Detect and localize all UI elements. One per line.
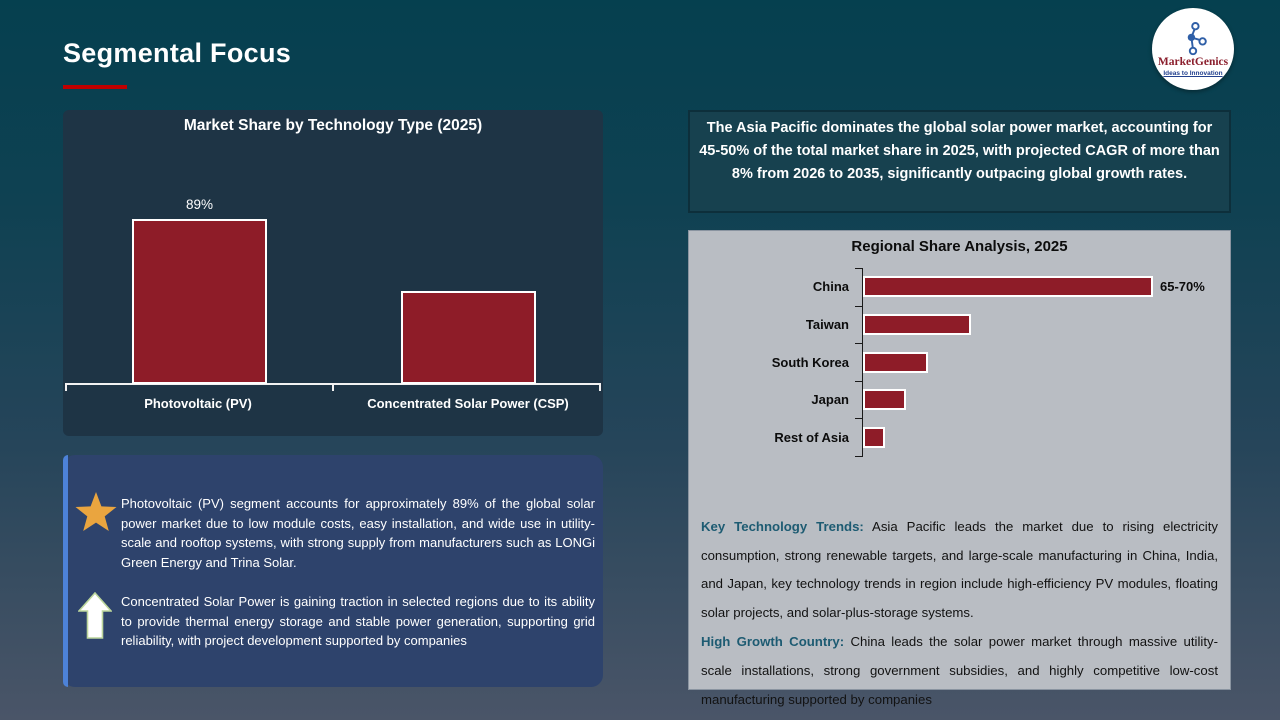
bar-photovoltaic-pv <box>132 219 267 384</box>
category-label-concentrated-solar-power-csp: Concentrated Solar Power (CSP) <box>367 396 569 411</box>
y-axis-tick <box>855 381 862 382</box>
technology-share-plot <box>63 110 603 385</box>
y-axis-tick <box>855 306 862 307</box>
page-title: Segmental Focus <box>63 38 292 68</box>
bar-south-korea <box>863 352 928 373</box>
data-label-china: 65-70% <box>1160 279 1205 294</box>
accent-stripe <box>63 455 68 687</box>
up-arrow-icon <box>78 592 112 640</box>
asia-pacific-callout <box>688 110 1231 213</box>
category-label-taiwan: Taiwan <box>805 317 849 332</box>
technology-share-chart-panel <box>63 110 603 436</box>
key-technology-trends-body: Asia Pacific leads the market due to rising electricity consumption, strong renewable targets, and large-scale manufacturing in China, India, and Japan, key technology trends in region include high-efficiency PV modules, floating solar projects, and solar-plus-storage systems. <box>701 519 1218 620</box>
key-technology-trends-paragraph <box>701 513 1218 627</box>
regional-share-plot <box>689 268 1230 458</box>
category-label-south-korea: South Korea <box>771 355 849 370</box>
category-label-japan: Japan <box>811 392 849 407</box>
csp-insight-text: Concentrated Solar Power is gaining traction in selected regions due to its ability to provide thermal energy storage and stable power generation, supporting grid reliability, with project development supported by companies <box>121 594 595 649</box>
y-axis-tick <box>855 343 862 344</box>
bar-taiwan <box>863 314 971 335</box>
category-label-rest-of-asia: Rest of Asia <box>774 430 849 445</box>
pv-insight-text: Photovoltaic (PV) segment accounts for approximately 89% of the global solar power market due to low module costs, easy installation, and wide use in utility-scale and rooftop systems, with strong supply from manufacturers such as LONGi Green Energy and Trina Solar. <box>121 496 595 570</box>
category-label-photovoltaic-pv: Photovoltaic (PV) <box>144 396 252 411</box>
x-axis-tick <box>65 385 67 391</box>
segment-insights-box <box>63 455 603 687</box>
marketgenics-logo <box>1152 8 1234 90</box>
y-axis-tick <box>855 418 862 419</box>
x-axis-category-labels <box>63 396 603 411</box>
high-growth-country-paragraph <box>701 628 1218 714</box>
chart-title: Market Share by Technology Type (2025) <box>183 117 483 134</box>
x-axis-tick <box>332 385 334 391</box>
bar-concentrated-solar-power-csp <box>401 291 536 384</box>
title-underline <box>63 85 127 89</box>
bar-china <box>863 276 1153 297</box>
y-axis-tick <box>855 456 862 457</box>
x-axis-tick <box>599 385 601 391</box>
regional-share-panel <box>688 230 1231 707</box>
star-icon <box>74 491 118 533</box>
bar-japan <box>863 389 906 410</box>
category-label-china: China <box>812 279 849 294</box>
asia-pacific-callout-text: The Asia Pacific dominates the global solar power market, accounting for 45-50% of the total market share in 2025, with projected CAGR of more than 8% from 2026 to 2035, significantly outpacing global growth rates. <box>699 120 1220 182</box>
data-label-photovoltaic-pv: 89% <box>185 197 214 212</box>
logo-brand: MarketGenics <box>1157 56 1229 68</box>
regional-chart-title: Regional Share Analysis, 2025 <box>851 238 1068 255</box>
molecule-icon <box>1177 21 1209 57</box>
bar-rest-of-asia <box>863 427 885 448</box>
high-growth-country-body: China leads the solar power market through massive utility-scale installations, strong government subsidies, and highly competitive low-cost manufacturing supported by companies <box>701 634 1218 707</box>
logo-tagline: Ideas to Innovation <box>1163 70 1223 77</box>
y-axis-tick <box>855 268 862 269</box>
high-growth-country-heading: High Growth Country: <box>701 634 845 650</box>
key-technology-trends-heading: Key Technology Trends: <box>701 519 864 534</box>
